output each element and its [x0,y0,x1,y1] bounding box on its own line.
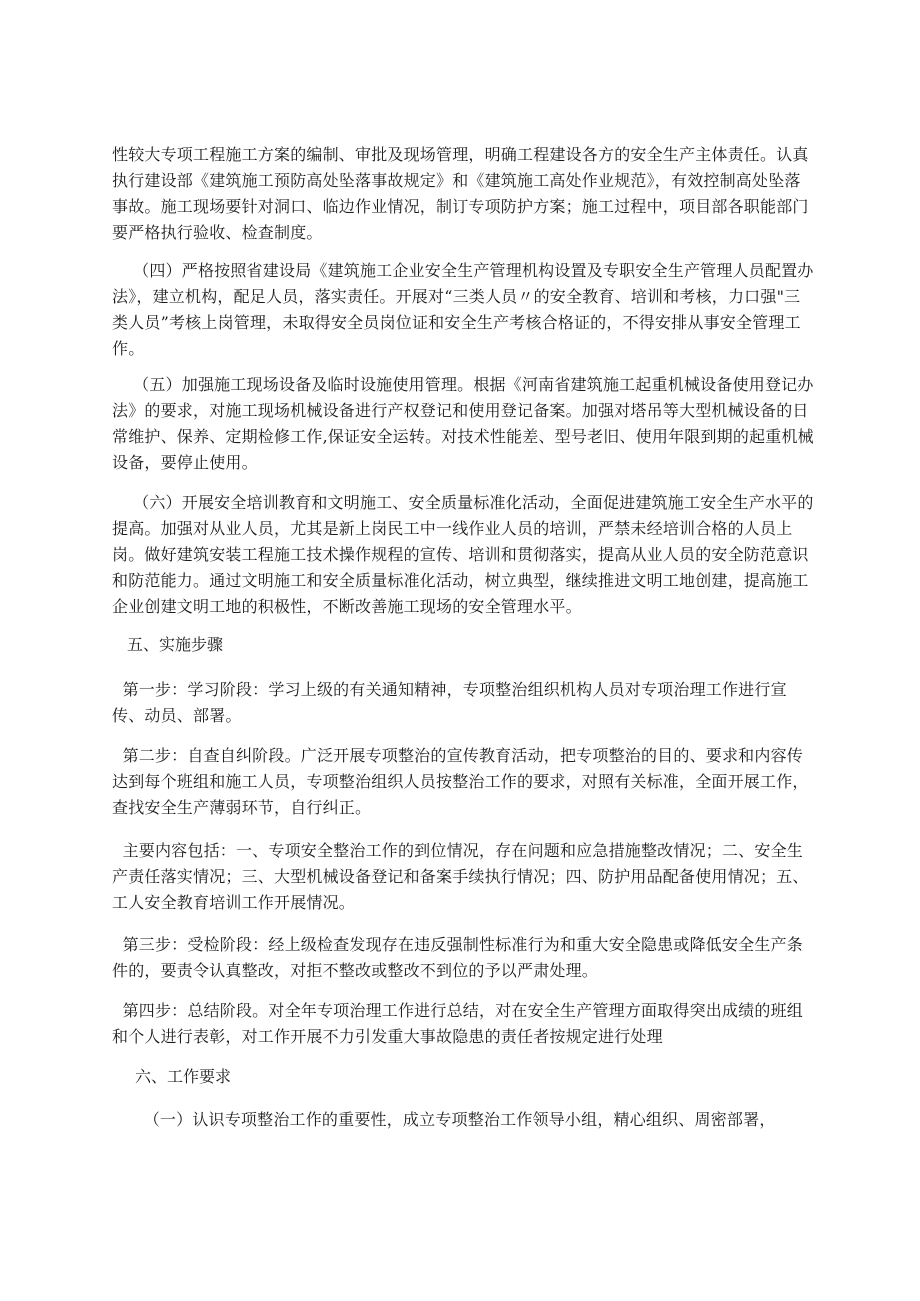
paragraph-step-2: 第二步：自查自纠阶段。广泛开展专项整治的宣传教育活动，把专项整治的目的、要求和内容传达到每个班组和施工人员，专项整治组织人员按整治工作的要求，对照有关标准，全面开展工作，查找安全生产薄弱环节，自行纠正。 [112,746,809,817]
paragraph-requirement-1: （一）认识专项整治工作的重要性，成立专项整治工作领导小组，精心组织、周密部署， [112,1110,776,1129]
paragraph-main-content: 主要内容包括：一、专项安全整治工作的到位情况，存在问题和应急措施整改情况；二、安全生产责任落实情况；三、大型机械设备登记和备案手续执行情况；四、防护用品配备使用情况；五、工人安全教育培训工作开展情况。 [112,841,809,912]
section-heading-work-requirements: 六、工作要求 [135,1067,232,1086]
paragraph-item-6: （六）开展安全培训教育和文明施工、安全质量标准化活动，全面促进建筑施工安全生产水平的提高。加强对从业人员，尤其是新上岗民工中一线作业人员的培训，严禁未经培训合格的人员上岗。做好建筑安装工程施工技术操作规程的宣传、培训和贯彻落实，提高从业人员的安全防范意识和防范能力。通过文明施工和安全质量标准化活动，树立典型，继续推进文明工地创建，提高施工企业创建文明工地的积极性，不断改善施工现场的安全管理水平。 [112,493,814,616]
paragraph-item-4: （四）严格按照省建设局《建筑施工企业安全生产管理机构设置及专职安全生产管理人员配置办法》，建立机构，配足人员，落实责任。开展对“三类人员〃的安全教育、培训和考核，力口强"三类人员”考核上岗管理，未取得安全员岗位证和安全生产考核合格证的，不得安排从事安全管理工作。 [112,261,814,358]
paragraph-step-3: 第三步：受检阶段：经上级检查发现存在违反强制性标准行为和重大安全隐患或降低安全生产条件的，要责令认真整改，对拒不整改或整改不到位的予以严肃处理。 [112,935,803,980]
paragraph-step-1: 第一步：学习阶段：学习上级的有关通知精神，专项整治组织机构人员对专项治理工作进行宣传、动员、部署。 [112,680,787,725]
paragraph-continuation: 性较大专项工程施工方案的编制、审批及现场管理，明确工程建设各方的安全生产主体责任。认真执行建设部《建筑施工预防高处坠落事故规定》和《建筑施工高处作业规范》，有效控制高处坠落事故。施工现场要针对洞口、临边作业情况，制订专项防护方案；施工过程中，项目部各职能部门要严格执行验收、检查制度。 [112,145,809,242]
paragraph-item-5: （五）加强施工现场设备及临时设施使用管理。根据《河南省建筑施工起重机械设备使用登记办法》的要求，对施工现场机械设备进行产权登记和使用登记备案。加强对塔吊等大型机械设备的日常维护、保养、定期检修工作,保证安全运转。对技术性能差、型号老旧、使用年限到期的起重机械设备，要停止使用。 [112,375,814,472]
section-heading-implementation-steps: 五、实施步骤 [127,635,224,654]
paragraph-step-4: 第四步：总结阶段。对全年专项治理工作进行总结，对在安全生产管理方面取得突出成绩的班组和个人进行表彰，对工作开展不力引发重大事故隐患的责任者按规定进行处理 [112,1001,803,1046]
